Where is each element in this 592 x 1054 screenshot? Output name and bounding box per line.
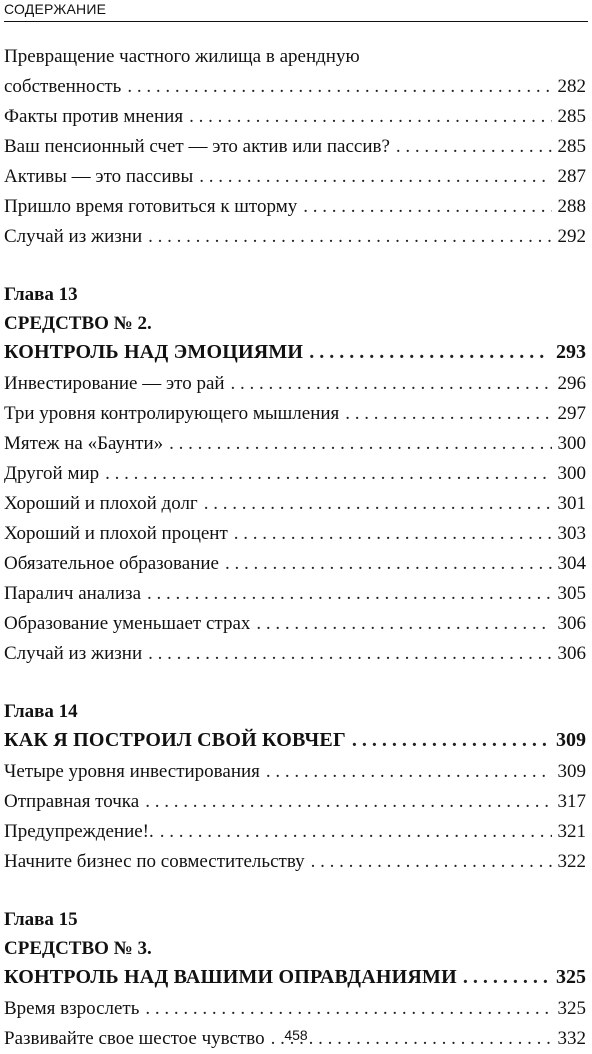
toc-entry-page: 285	[557, 136, 586, 157]
toc-entry[interactable]	[4, 817, 586, 847]
toc-entry-title: Факты против мнения	[4, 106, 184, 127]
dot-leader	[463, 963, 550, 992]
toc-entry-page: 292	[557, 226, 586, 247]
dot-leader	[147, 579, 552, 609]
dot-leader	[303, 192, 551, 222]
dot-leader	[145, 787, 551, 817]
dot-leader	[199, 162, 551, 192]
toc-entry-page: 297	[557, 403, 586, 424]
toc-entry-title: Случай из жизни	[4, 643, 143, 664]
toc-entry[interactable]	[4, 132, 586, 162]
dot-leader	[256, 609, 551, 639]
toc-entry-page: 305	[557, 583, 586, 604]
toc-entry-page: 322	[557, 851, 586, 872]
chapter-number: Глава 13	[4, 284, 78, 305]
toc-entry[interactable]	[4, 994, 586, 1024]
dot-leader	[127, 72, 551, 102]
chapter-number: Глава 14	[4, 701, 78, 722]
chapter-subtitle: СРЕДСТВО № 2.	[4, 313, 152, 334]
toc-entry-page: 288	[557, 196, 586, 217]
toc-entry[interactable]	[4, 162, 586, 192]
dot-leader	[311, 847, 552, 877]
toc-entry[interactable]	[4, 579, 586, 609]
dot-leader	[204, 489, 552, 519]
toc-entry-page: 287	[557, 166, 586, 187]
toc-entry-page: 317	[557, 791, 586, 812]
dot-leader	[160, 817, 552, 847]
dot-leader	[189, 102, 551, 132]
toc-entry[interactable]	[4, 609, 586, 639]
toc-entry[interactable]	[4, 639, 586, 669]
dot-leader	[352, 726, 550, 755]
toc-entry-title: Образование уменьшает страх	[4, 613, 251, 634]
toc-entry-page: 309	[557, 761, 586, 782]
toc-entry[interactable]	[4, 757, 586, 787]
dot-leader	[396, 132, 552, 162]
dot-leader	[231, 369, 552, 399]
toc-entry-page: 306	[557, 613, 586, 634]
toc-entry[interactable]	[4, 489, 586, 519]
toc-entry-title: собственность	[4, 76, 122, 97]
toc-entry[interactable]	[4, 369, 586, 399]
chapter-page: 293	[556, 341, 586, 363]
toc-entry-title: Начните бизнес по совместительству	[4, 851, 305, 872]
toc-entry-title-line1: Превращение частного жилища в арендную	[4, 46, 360, 67]
toc-entry-title: Отправная точка	[4, 791, 140, 812]
toc-entry-title: Пришло время готовиться к шторму	[4, 196, 298, 217]
dot-leader	[225, 549, 552, 579]
dot-leader	[169, 429, 551, 459]
toc-entry-page: 332	[557, 1028, 586, 1049]
toc-entry-title: Четыре уровня инвестирования	[4, 761, 260, 782]
toc-entry-page: 285	[557, 106, 586, 127]
dot-leader	[309, 338, 550, 367]
dot-leader	[266, 757, 552, 787]
toc-entry-page: 325	[557, 998, 586, 1019]
toc-entry-page: 303	[557, 523, 586, 544]
toc-entry[interactable]	[4, 42, 586, 102]
chapter-page: 309	[556, 729, 586, 751]
toc-entry-page: 296	[557, 373, 586, 394]
toc-entry-page: 304	[557, 553, 586, 574]
toc-entry[interactable]	[4, 429, 586, 459]
toc-entry[interactable]	[4, 102, 586, 132]
toc-entry-page: 306	[557, 643, 586, 664]
chapter-subtitle: СРЕДСТВО № 3.	[4, 938, 152, 959]
toc-entry[interactable]	[4, 459, 586, 489]
toc-entry-page: 300	[557, 433, 586, 454]
toc-entry-title: Время взрослеть	[4, 998, 140, 1019]
dot-leader	[148, 222, 551, 252]
toc-entry[interactable]	[4, 787, 586, 817]
toc-entry-page: 321	[557, 821, 586, 842]
toc-entry-title: Мятеж на «Баунти»	[4, 433, 164, 454]
toc-entry-title: Хороший и плохой долг	[4, 493, 198, 514]
chapter-title: КОНТРОЛЬ НАД ВАШИМИ ОПРАВДАНИЯМИ	[4, 966, 457, 988]
chapter-title: КАК Я ПОСТРОИЛ СВОЙ КОВЧЕГ	[4, 729, 346, 751]
dot-leader	[105, 459, 551, 489]
toc-entry[interactable]	[4, 192, 586, 222]
running-header	[4, 0, 588, 22]
dot-leader	[148, 639, 551, 669]
toc-entry-page: 282	[557, 76, 586, 97]
toc-entry[interactable]	[4, 399, 586, 429]
dot-leader	[145, 994, 551, 1024]
header-title: СОДЕРЖАНИЕ	[4, 1, 107, 17]
chapter-heading[interactable]	[4, 905, 586, 994]
toc-entry-title: Обязательное образование	[4, 553, 219, 574]
toc-entry[interactable]	[4, 549, 586, 579]
toc-entry-page: 301	[557, 493, 586, 514]
chapter-heading[interactable]	[4, 697, 586, 757]
chapter-page: 325	[556, 966, 586, 988]
toc-entry-title: Три уровня контролирующего мышления	[4, 403, 340, 424]
chapter-number: Глава 15	[4, 909, 78, 930]
chapter-title: КОНТРОЛЬ НАД ЭМОЦИЯМИ	[4, 341, 304, 363]
toc-entry-title: Паралич анализа	[4, 583, 141, 604]
toc-entry-page: 300	[557, 463, 586, 484]
table-of-contents	[4, 42, 586, 1054]
toc-entry-title: Активы — это пассивы	[4, 166, 194, 187]
dot-leader	[234, 519, 552, 549]
toc-entry[interactable]	[4, 519, 586, 549]
chapter-heading[interactable]	[4, 280, 586, 369]
toc-entry-title: Предупреждение!.	[4, 821, 154, 842]
toc-entry-title: Другой мир	[4, 463, 100, 484]
toc-entry-title: Хороший и плохой процент	[4, 523, 228, 544]
toc-entry[interactable]	[4, 847, 586, 877]
toc-entry-title: Развивайте свое шестое чувство	[4, 1028, 265, 1049]
dot-leader	[345, 399, 551, 429]
toc-entry-title: Случай из жизни	[4, 226, 143, 247]
page-number: 458	[284, 1027, 308, 1043]
toc-entry-title: Ваш пенсионный счет — это актив или пассив?	[4, 136, 390, 157]
toc-entry[interactable]	[4, 222, 586, 252]
toc-entry-title: Инвестирование — это рай	[4, 373, 225, 394]
